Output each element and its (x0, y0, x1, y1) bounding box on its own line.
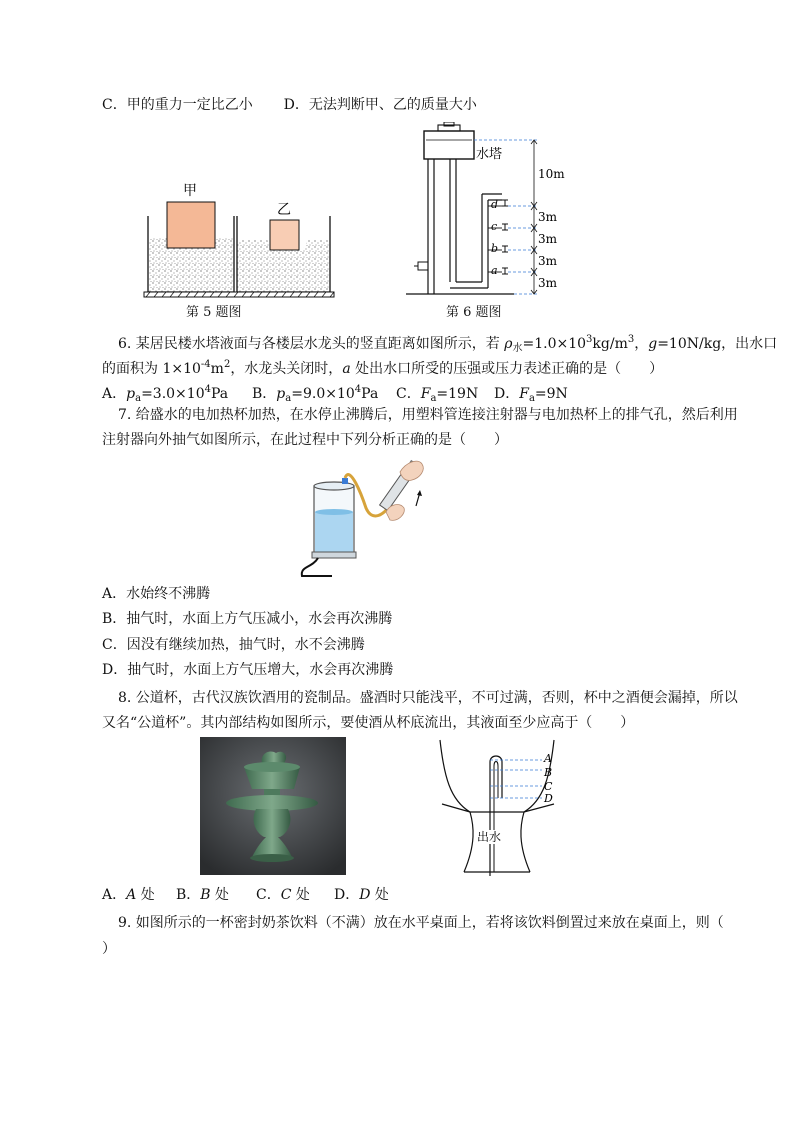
q8-option-c: C．C 处 (256, 887, 310, 903)
fig8-outlet-label: 出水 (477, 830, 502, 844)
q6-area-unit: m (210, 361, 224, 377)
fig6-label-b: b (491, 242, 499, 255)
q6-stem-mid: ，水龙头关闭时， (230, 361, 343, 377)
q6-unit-exp: 3 (627, 334, 635, 345)
figure-5 (140, 180, 340, 298)
fig6-10m: 10m (538, 167, 565, 181)
fig8-label-B: B (544, 766, 553, 779)
q5-option-c: C．甲的重力一定比乙小 (102, 97, 253, 113)
figure-8-structure-diagram (430, 736, 580, 876)
q6-area-prefix: 的面积为 1×10 (102, 361, 201, 377)
q9-stem-line1: 9. 如图所示的一杯密封奶茶饮料（不满）放在水平桌面上，若将该饮料倒置过来放在桌面上，则（ (118, 915, 724, 931)
q8-stem-line1: 8. 公道杯，古代汉族饮酒用的瓷制品。盛酒时只能浅平，不可过满，否则，杯中之酒便会漏掉，所以 (118, 690, 738, 706)
fig6-label-c: c (491, 220, 498, 233)
figure-5-caption: 第 5 题图 (186, 305, 242, 320)
q6-point-a: a (342, 361, 351, 377)
q5-option-d: D．无法判断甲、乙的质量大小 (283, 97, 477, 113)
fig8-label-C: C (544, 780, 553, 793)
q6-option-c: C．$F_a=19N$ (396, 386, 479, 404)
q6-area-exp: -4 (200, 359, 211, 370)
q6-area-unit-exp: 2 (223, 359, 231, 370)
q6-density-unit: kg/m (592, 336, 628, 352)
q6-g: g (648, 336, 658, 352)
fig6-tower-label: 水塔 (476, 147, 503, 162)
fig6-3m-1: 3m (538, 210, 558, 224)
q9-stem-line2: ） (102, 941, 116, 957)
q5-options-line (102, 96, 477, 114)
q6-stem-line2 (102, 356, 663, 378)
fig6-3m-4: 3m (538, 276, 558, 290)
fig5-label-jia: 甲 (183, 183, 197, 199)
q6-rho-sub: 水 (512, 343, 523, 354)
q6-stem-end2: 处出水口所受的压强或压力表述正确的是（ ） (350, 361, 664, 377)
q6-option-a: A．$p_a=3.0\times 10^4Pa$ (102, 384, 229, 404)
q6-stem-end: =10N/kg，出水口 (657, 336, 778, 352)
q7-option-c: C．因没有继续加热，抽气时，水不会沸腾 (102, 637, 365, 653)
q6-option-d: D．$F_a=9N$ (494, 386, 568, 404)
q6-comma: ， (634, 336, 649, 352)
q7-stem-line2: 注射器向外抽气如图所示，在此过程中下列分析正确的是（ ） (102, 432, 508, 448)
figure-6-caption: 第 6 题图 (446, 305, 502, 320)
fig8-label-D: D (544, 792, 553, 805)
q6-options-line (102, 381, 568, 408)
q8-stem-line2: 又名“公道杯”。其内部结构如图所示，要使酒从杯底流出，其液面至少应高于（ ） (102, 715, 635, 731)
q8-options-line (102, 886, 389, 904)
fig6-3m-2: 3m (538, 232, 558, 246)
q7-stem-line1: 7. 给盛水的电加热杯加热，在水停止沸腾后，用塑料管连接注射器与电加热杯上的排气孔，然后利用 (118, 407, 738, 423)
q7-option-b: B．抽气时，水面上方气压减小，水会再次沸腾 (102, 611, 393, 627)
q6-density-value: =1.0×10 (522, 336, 587, 352)
q7-option-a: A．水始终不沸腾 (102, 586, 211, 602)
q6-option-b: B．$p_a=9.0\times 10^4Pa$ (252, 384, 379, 404)
q8-option-d: D．D 处 (334, 887, 389, 903)
q6-density-exp: 3 (586, 334, 593, 345)
fig6-label-d: d (491, 198, 499, 211)
q8-option-a: A．A 处 (102, 887, 155, 903)
q7-option-d: D．抽气时，水面上方气压增大，水会再次沸腾 (102, 662, 394, 678)
figure-8-cup-photo (200, 737, 346, 875)
q6-rho: ρ (504, 336, 513, 352)
figure-6 (404, 122, 584, 298)
figure-7-kettle-syringe (292, 456, 432, 578)
fig6-3m-3: 3m (538, 254, 558, 268)
q6-stem-prefix: 6. 某居民楼水塔液面与各楼层水龙头的竖直距离如图所示，若 (118, 336, 505, 352)
q6-stem-line1 (118, 331, 777, 358)
q8-option-b: B．B 处 (176, 887, 230, 903)
fig8-label-A: A (544, 752, 552, 765)
fig6-label-a: a (491, 264, 498, 277)
fig5-label-yi: 乙 (277, 202, 291, 218)
